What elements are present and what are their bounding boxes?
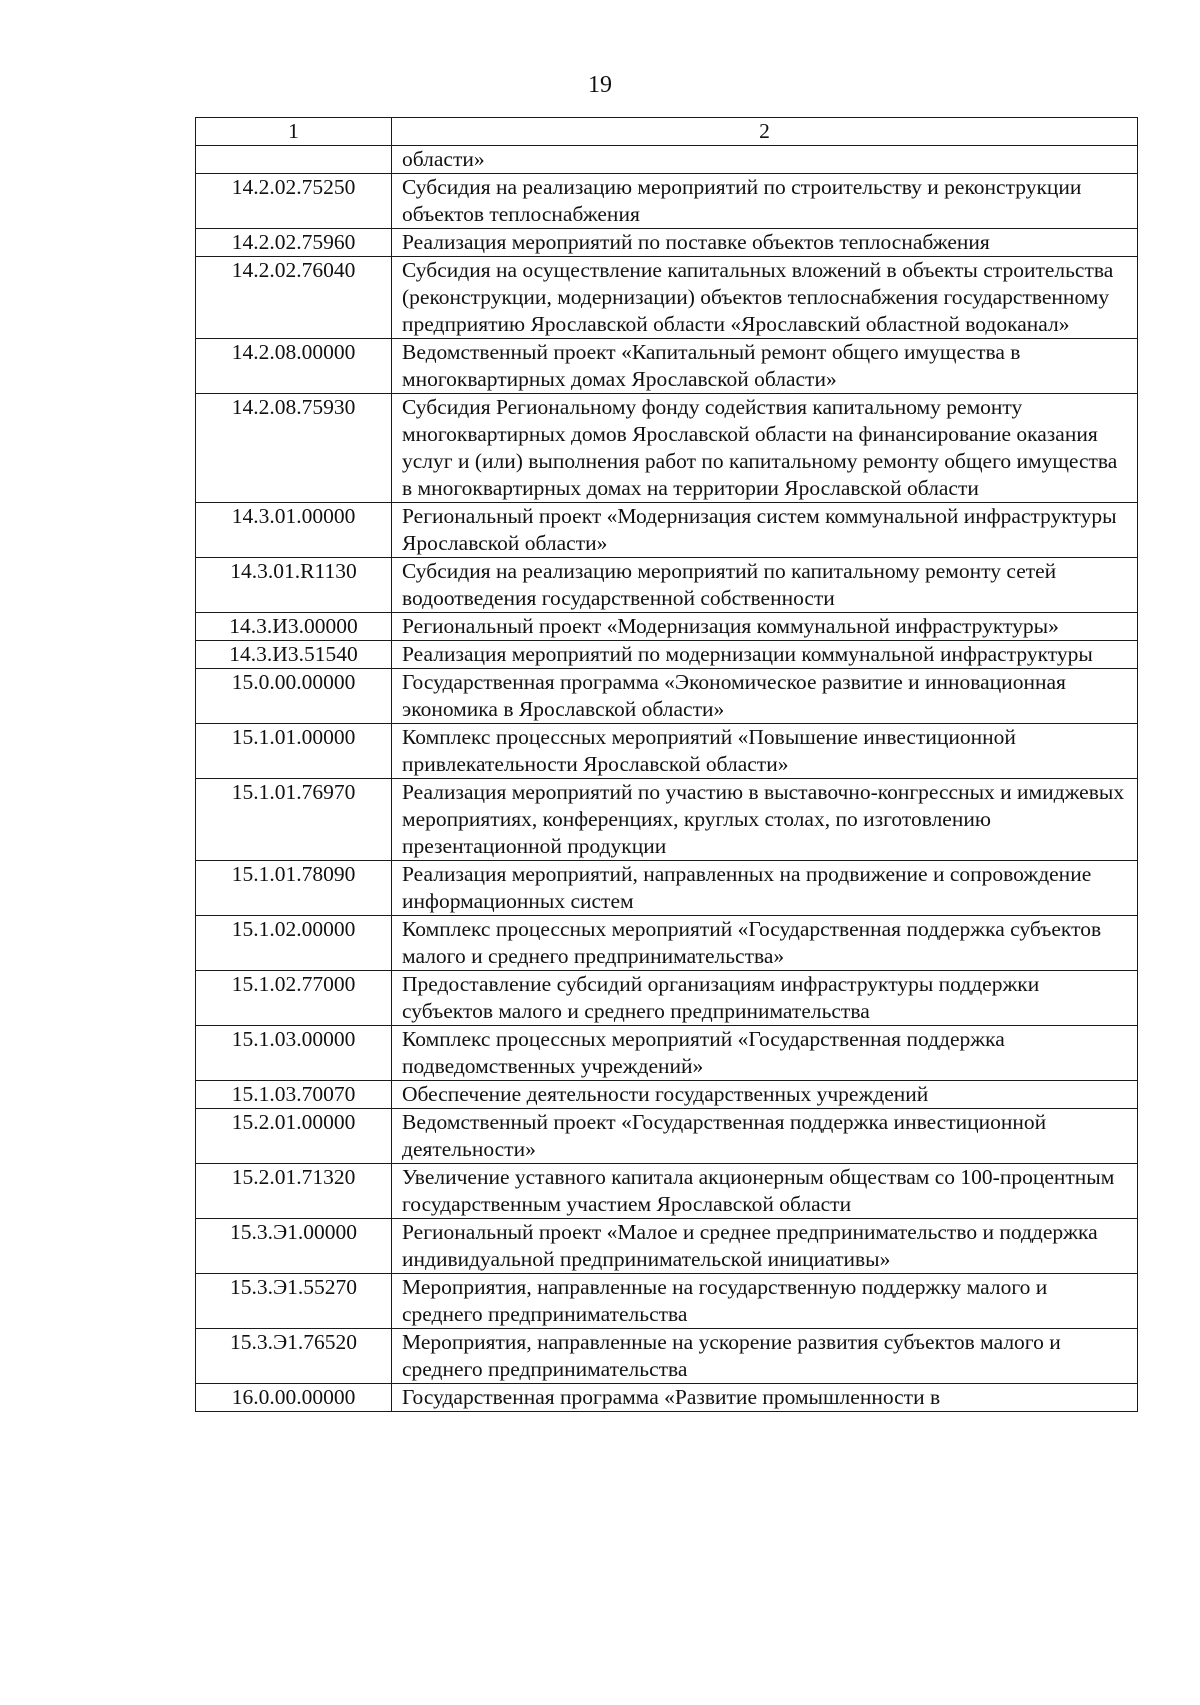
- row-name-cell: Региональный проект «Малое и среднее предпринимательство и поддержка индивидуальной предпринимательской инициативы»: [392, 1219, 1138, 1274]
- table-row: [196, 861, 1138, 916]
- row-name-cell: Субсидия на реализацию мероприятий по капитальному ремонту сетей водоотведения государственной собственности: [392, 558, 1138, 613]
- column-header-name: 2: [392, 118, 1138, 146]
- table-row: [196, 257, 1138, 339]
- row-code-cell: 15.3.Э1.00000: [196, 1219, 392, 1274]
- row-code-cell: 15.2.01.00000: [196, 1109, 392, 1164]
- table-row: [196, 1026, 1138, 1081]
- row-name-cell: Увеличение уставного капитала акционерным обществам со 100-процентным государственным участием Ярославской области: [392, 1164, 1138, 1219]
- table-row: [196, 339, 1138, 394]
- page-number: 19: [588, 72, 612, 98]
- row-name-cell: Комплекс процессных мероприятий «Государственная поддержка субъектов малого и среднего предпринимательства»: [392, 916, 1138, 971]
- row-name-cell: Субсидия на осуществление капитальных вложений в объекты строительства (реконструкции, модернизации) объектов теплоснабжения государственному предприятию Ярославской области «Ярославский областной водоканал»: [392, 257, 1138, 339]
- row-name-cell: Региональный проект «Модернизация систем коммунальной инфраструктуры Ярославской области»: [392, 503, 1138, 558]
- table-row: [196, 558, 1138, 613]
- row-code-cell: 15.1.03.70070: [196, 1081, 392, 1109]
- row-name-cell: области»: [392, 146, 1138, 174]
- row-code-cell: 14.3.И3.00000: [196, 613, 392, 641]
- row-code-cell: 15.1.03.00000: [196, 1026, 392, 1081]
- row-name-cell: Ведомственный проект «Капитальный ремонт общего имущества в многоквартирных домах Ярославской области»: [392, 339, 1138, 394]
- table-row: [196, 916, 1138, 971]
- row-code-cell: 14.2.02.75960: [196, 229, 392, 257]
- row-code-cell: 15.1.01.00000: [196, 724, 392, 779]
- table-row: [196, 1164, 1138, 1219]
- row-code-cell: 15.1.01.76970: [196, 779, 392, 861]
- row-name-cell: Субсидия Региональному фонду содействия капитальному ремонту многоквартирных домов Ярославской области на финансирование оказания услуг и (или) выполнения работ по капитальному ремонту общего имущества в многоквартирных домах на территории Ярославской области: [392, 394, 1138, 503]
- row-code-cell: 14.3.И3.51540: [196, 641, 392, 669]
- table-row: [196, 613, 1138, 641]
- table-row: [196, 146, 1138, 174]
- table-row: [196, 1329, 1138, 1384]
- table-row: [196, 229, 1138, 257]
- row-code-cell: 14.3.01.00000: [196, 503, 392, 558]
- row-code-cell: 15.1.02.00000: [196, 916, 392, 971]
- row-code-cell: 15.1.02.77000: [196, 971, 392, 1026]
- row-code-cell: 15.0.00.00000: [196, 669, 392, 724]
- row-name-cell: Реализация мероприятий по поставке объектов теплоснабжения: [392, 229, 1138, 257]
- row-code-cell: [196, 146, 392, 174]
- table-row: [196, 669, 1138, 724]
- table-row: [196, 1384, 1138, 1412]
- row-name-cell: Мероприятия, направленные на государственную поддержку малого и среднего предпринимательства: [392, 1274, 1138, 1329]
- row-name-cell: Ведомственный проект «Государственная поддержка инвестиционной деятельности»: [392, 1109, 1138, 1164]
- row-code-cell: 15.1.01.78090: [196, 861, 392, 916]
- row-name-cell: Мероприятия, направленные на ускорение развития субъектов малого и среднего предпринимательства: [392, 1329, 1138, 1384]
- row-name-cell: Субсидия на реализацию мероприятий по строительству и реконструкции объектов теплоснабжения: [392, 174, 1138, 229]
- row-code-cell: 14.2.02.76040: [196, 257, 392, 339]
- row-code-cell: 14.2.02.75250: [196, 174, 392, 229]
- table-row: [196, 971, 1138, 1026]
- table-row: [196, 1081, 1138, 1109]
- row-code-cell: 14.3.01.R1130: [196, 558, 392, 613]
- row-name-cell: Комплекс процессных мероприятий «Повышение инвестиционной привлекательности Ярославской области»: [392, 724, 1138, 779]
- table-row: [196, 174, 1138, 229]
- row-code-cell: 15.3.Э1.55270: [196, 1274, 392, 1329]
- table-row: [196, 641, 1138, 669]
- row-name-cell: Региональный проект «Модернизация коммунальной инфраструктуры»: [392, 613, 1138, 641]
- row-name-cell: Обеспечение деятельности государственных учреждений: [392, 1081, 1138, 1109]
- table-row: [196, 1109, 1138, 1164]
- row-code-cell: 16.0.00.00000: [196, 1384, 392, 1412]
- row-name-cell: Реализация мероприятий по модернизации коммунальной инфраструктуры: [392, 641, 1138, 669]
- row-code-cell: 14.2.08.75930: [196, 394, 392, 503]
- budget-classification-table: [195, 117, 1138, 1412]
- row-code-cell: 15.3.Э1.76520: [196, 1329, 392, 1384]
- table-row: [196, 779, 1138, 861]
- table-body: [196, 146, 1138, 1412]
- row-code-cell: 14.2.08.00000: [196, 339, 392, 394]
- table-row: [196, 1274, 1138, 1329]
- table-row: [196, 503, 1138, 558]
- column-header-code: 1: [196, 118, 392, 146]
- row-name-cell: Реализация мероприятий по участию в выставочно-конгрессных и имиджевых мероприятиях, конференциях, круглых столах, по изготовлению презентационной продукции: [392, 779, 1138, 861]
- table-row: [196, 394, 1138, 503]
- row-name-cell: Реализация мероприятий, направленных на продвижение и сопровождение информационных систем: [392, 861, 1138, 916]
- row-code-cell: 15.2.01.71320: [196, 1164, 392, 1219]
- row-name-cell: Комплекс процессных мероприятий «Государственная поддержка подведомственных учреждений»: [392, 1026, 1138, 1081]
- row-name-cell: Государственная программа «Экономическое развитие и инновационная экономика в Ярославской области»: [392, 669, 1138, 724]
- table-row: [196, 724, 1138, 779]
- table-header-row: [196, 118, 1138, 146]
- row-name-cell: Государственная программа «Развитие промышленности в: [392, 1384, 1138, 1412]
- row-name-cell: Предоставление субсидий организациям инфраструктуры поддержки субъектов малого и среднего предпринимательства: [392, 971, 1138, 1026]
- table-row: [196, 1219, 1138, 1274]
